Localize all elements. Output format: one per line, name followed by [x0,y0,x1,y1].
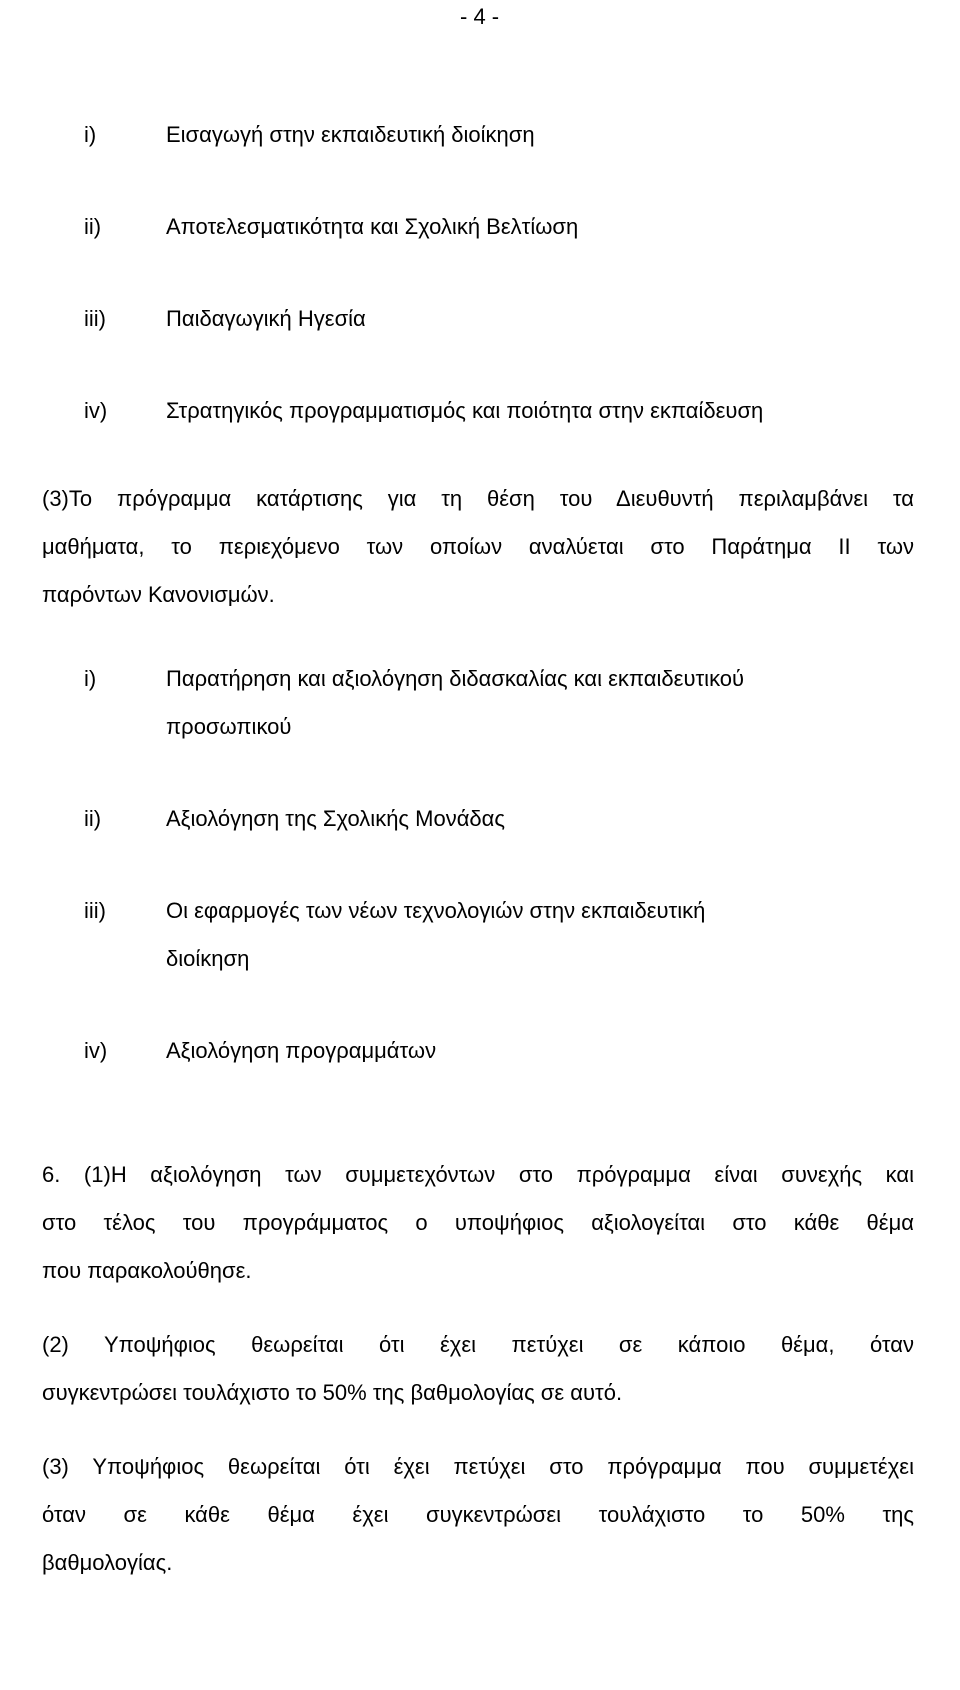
section-6-p1-line-1: 6. (1)Η αξιολόγηση των συμμετεχόντων στο πρόγραμμα είναι συνεχής και [42,1162,914,1187]
list-b-item-2-line-1: Αξιολόγηση της Σχολικής Μονάδας [166,806,505,831]
list-b-item-3-line-1: Οι εφαρμογές των νέων τεχνολογιών στην εκπαιδευτική [166,898,706,923]
list-a-item-1-number: i) [84,122,97,147]
section-6-p1-line-2: στο τέλος του προγράμματος ο υποψήφιος αξιολογείται στο κάθε θέμα [42,1210,914,1235]
list-a-item-2-text: Αποτελεσματικότητα και Σχολική Βελτίωση [166,214,579,239]
paragraph-3-line-1: (3)Το πρόγραμμα κατάρτισης για τη θέση του Διευθυντή περιλαμβάνει τα [42,486,914,511]
section-6-p2-line-2: συγκεντρώσει τουλάχιστο το 50% της βαθμολογίας σε αυτό. [42,1380,623,1405]
paragraph-3-line-3: παρόντων Κανονισμών. [42,582,275,607]
paragraph-3 [42,475,914,619]
paragraph-3-line-2: μαθήματα, το περιεχόμενο των οποίων αναλύεται στο Παράτημα ΙΙ των [42,534,914,559]
section-6-p2-line-1: (2) Υποψήφιος θεωρείται ότι έχει πετύχει σε κάποιο θέμα, όταν [42,1332,914,1357]
section-6-paragraph-2 [42,1321,914,1417]
section-6-paragraph-1 [42,1151,914,1295]
list-a-item-4-text: Στρατηγικός προγραμματισμός και ποιότητα στην εκπαίδευση [166,398,764,423]
list-b-item-1-line-1: Παρατήρηση και αξιολόγηση διδασκαλίας και εκπαιδευτικού [166,666,745,691]
section-6-paragraph-3 [42,1443,914,1587]
list-b-item-1-line-2: προσωπικού [166,714,292,739]
list-a-item-1-text: Εισαγωγή στην εκπαιδευτική διοίκηση [166,122,535,147]
section-6-p3-line-1: (3) Υποψήφιος θεωρείται ότι έχει πετύχει στο πρόγραμμα που συμμετέχει [42,1454,914,1479]
list-b-item-3-line-2: διοίκηση [166,946,250,971]
list-b-item-4-line-1: Αξιολόγηση προγραμμάτων [166,1038,437,1063]
list-b-item-1-number: i) [84,666,97,691]
section-6-p1-line-3: που παρακολούθησε. [42,1258,252,1283]
list-a-item-4-number: iv) [84,398,108,423]
page-number: - 4 - [460,4,500,29]
list-a-item-3-number: iii) [84,306,106,331]
list-b-item-4-number: iv) [84,1038,108,1063]
section-6-p3-line-2: όταν σε κάθε θέμα έχει συγκεντρώσει τουλάχιστο το 50% της [42,1502,914,1527]
list-b-item-2-number: ii) [84,806,102,831]
section-6-p3-line-3: βαθμολογίας. [42,1550,173,1575]
list-a-item-2-number: ii) [84,214,102,239]
list-b-item-3-number: iii) [84,898,106,923]
list-a-item-3-text: Παιδαγωγική Ηγεσία [166,306,366,331]
